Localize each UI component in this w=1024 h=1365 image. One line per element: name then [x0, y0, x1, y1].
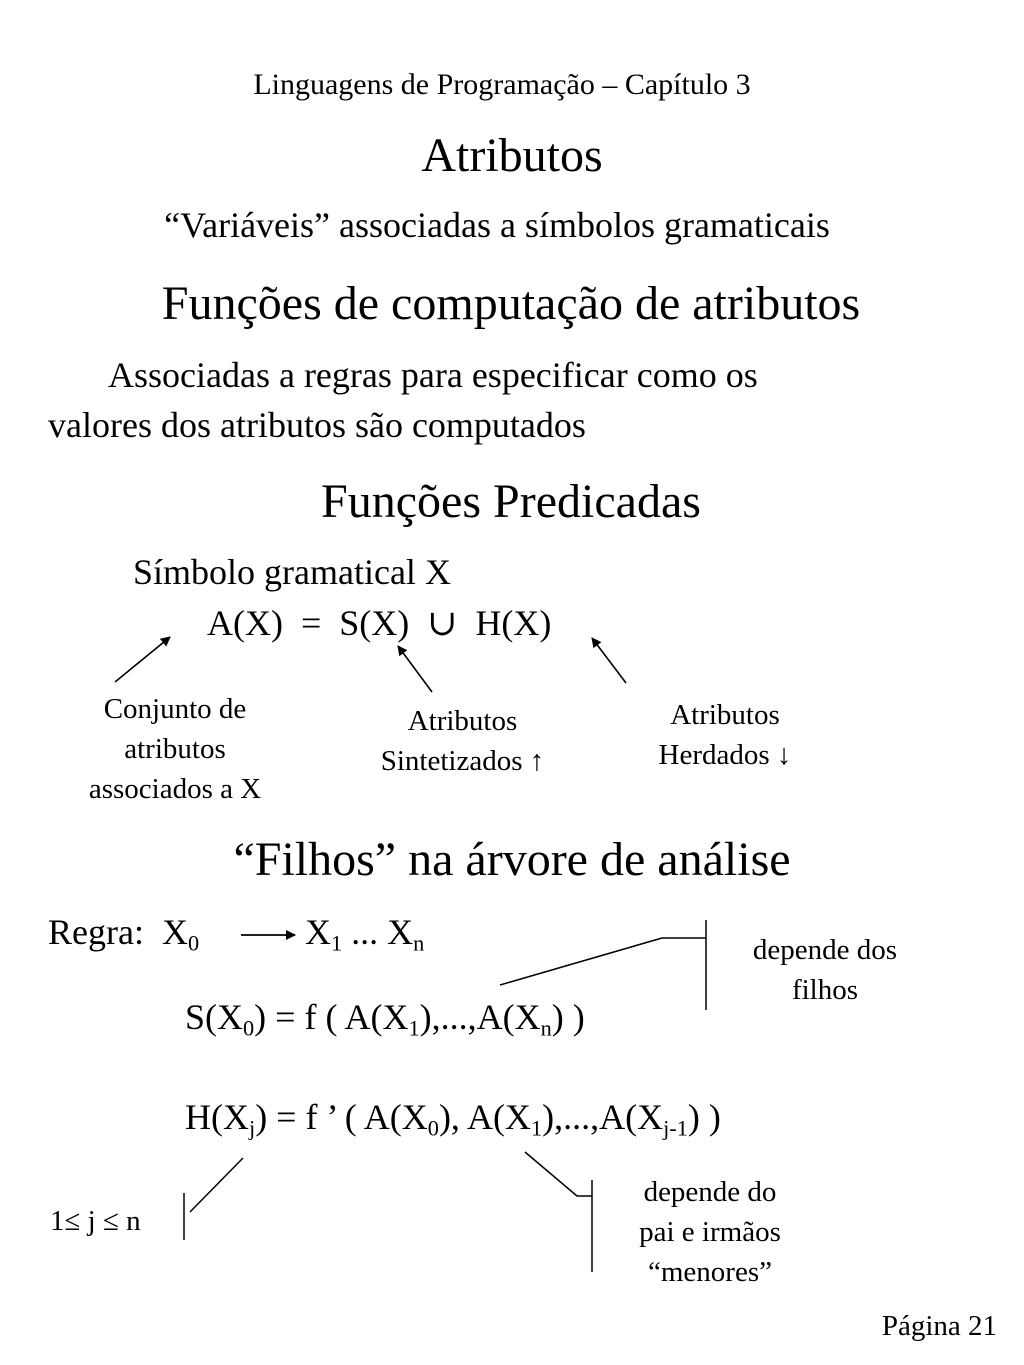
label-sintetizados-1: Atributos: [407, 705, 518, 737]
note-children-2: filhos: [791, 974, 859, 1006]
title-filhos: “Filhos” na árvore de análise: [233, 833, 791, 886]
range-label: 1≤ j ≤ n: [50, 1205, 141, 1237]
rule-subn: n: [413, 930, 425, 956]
note-depende-pai: [605, 1172, 815, 1292]
rule-x0: Regra: X: [48, 912, 188, 952]
synth-equation: $S(X_0) = f$ ( $A(X_1),...,A(X_n)$ ): [185, 997, 585, 1041]
text-variaveis: “Variáveis” associadas a símbolos gramaticais: [164, 205, 830, 245]
page-number: Página 21: [881, 1310, 997, 1342]
label-herdados-2: Herdados ↓: [658, 739, 792, 771]
rule-sub1: 1: [331, 930, 343, 956]
equation-AX: A(X) = S(X) ∪ H(X): [207, 603, 552, 643]
label-conjunto-2: atributos: [124, 733, 226, 765]
label-sintetizados-2: Sintetizados ↑: [380, 745, 545, 777]
inh-equation: $H(X_j) = f$ ’ ( $A(X_0)$, $A(X_1),...,A(X_{j-1})$ ): [185, 1097, 721, 1141]
page-header: Linguagens de Programação – Capítulo 3: [253, 68, 751, 101]
rule-x1: X: [305, 912, 331, 952]
title-funcoes-predicadas: Funções Predicadas: [321, 475, 701, 528]
rule-xn: ... X: [342, 912, 414, 952]
rule-prefix: [48, 912, 200, 956]
title-atributos: Atributos: [421, 129, 603, 182]
label-herdados: [625, 695, 825, 775]
label-conjunto-3: associados a X: [88, 773, 262, 805]
label-conjunto-1: Conjunto de: [103, 693, 247, 725]
note-parent-2: pai e irmãos: [639, 1216, 781, 1248]
note-parent-1: depende do: [643, 1176, 777, 1208]
arrow-to-HX: [592, 638, 626, 683]
text-associadas-line1: Associadas a regras para especificar como os: [108, 355, 758, 395]
note-depende-filhos: [720, 930, 930, 1010]
rule-sub0: 0: [187, 930, 200, 956]
label-conjunto: [55, 689, 295, 809]
bracket-parent: [525, 1152, 592, 1272]
text-associadas-line2: valores dos atributos são computados: [48, 405, 586, 445]
label-sintetizados: [350, 701, 575, 781]
title-funcoes-computacao: Funções de computação de atributos: [161, 277, 861, 330]
arrow-to-SX: [398, 646, 432, 692]
bracket-range: [184, 1158, 243, 1240]
note-children-1: depende dos: [752, 934, 898, 966]
label-herdados-1: Atributos: [670, 699, 780, 731]
rule-rhs: [305, 912, 425, 956]
arrow-to-AX: [115, 637, 170, 682]
text-simbolo: Símbolo gramatical X: [133, 552, 451, 592]
note-parent-3: “menores”: [648, 1256, 772, 1288]
